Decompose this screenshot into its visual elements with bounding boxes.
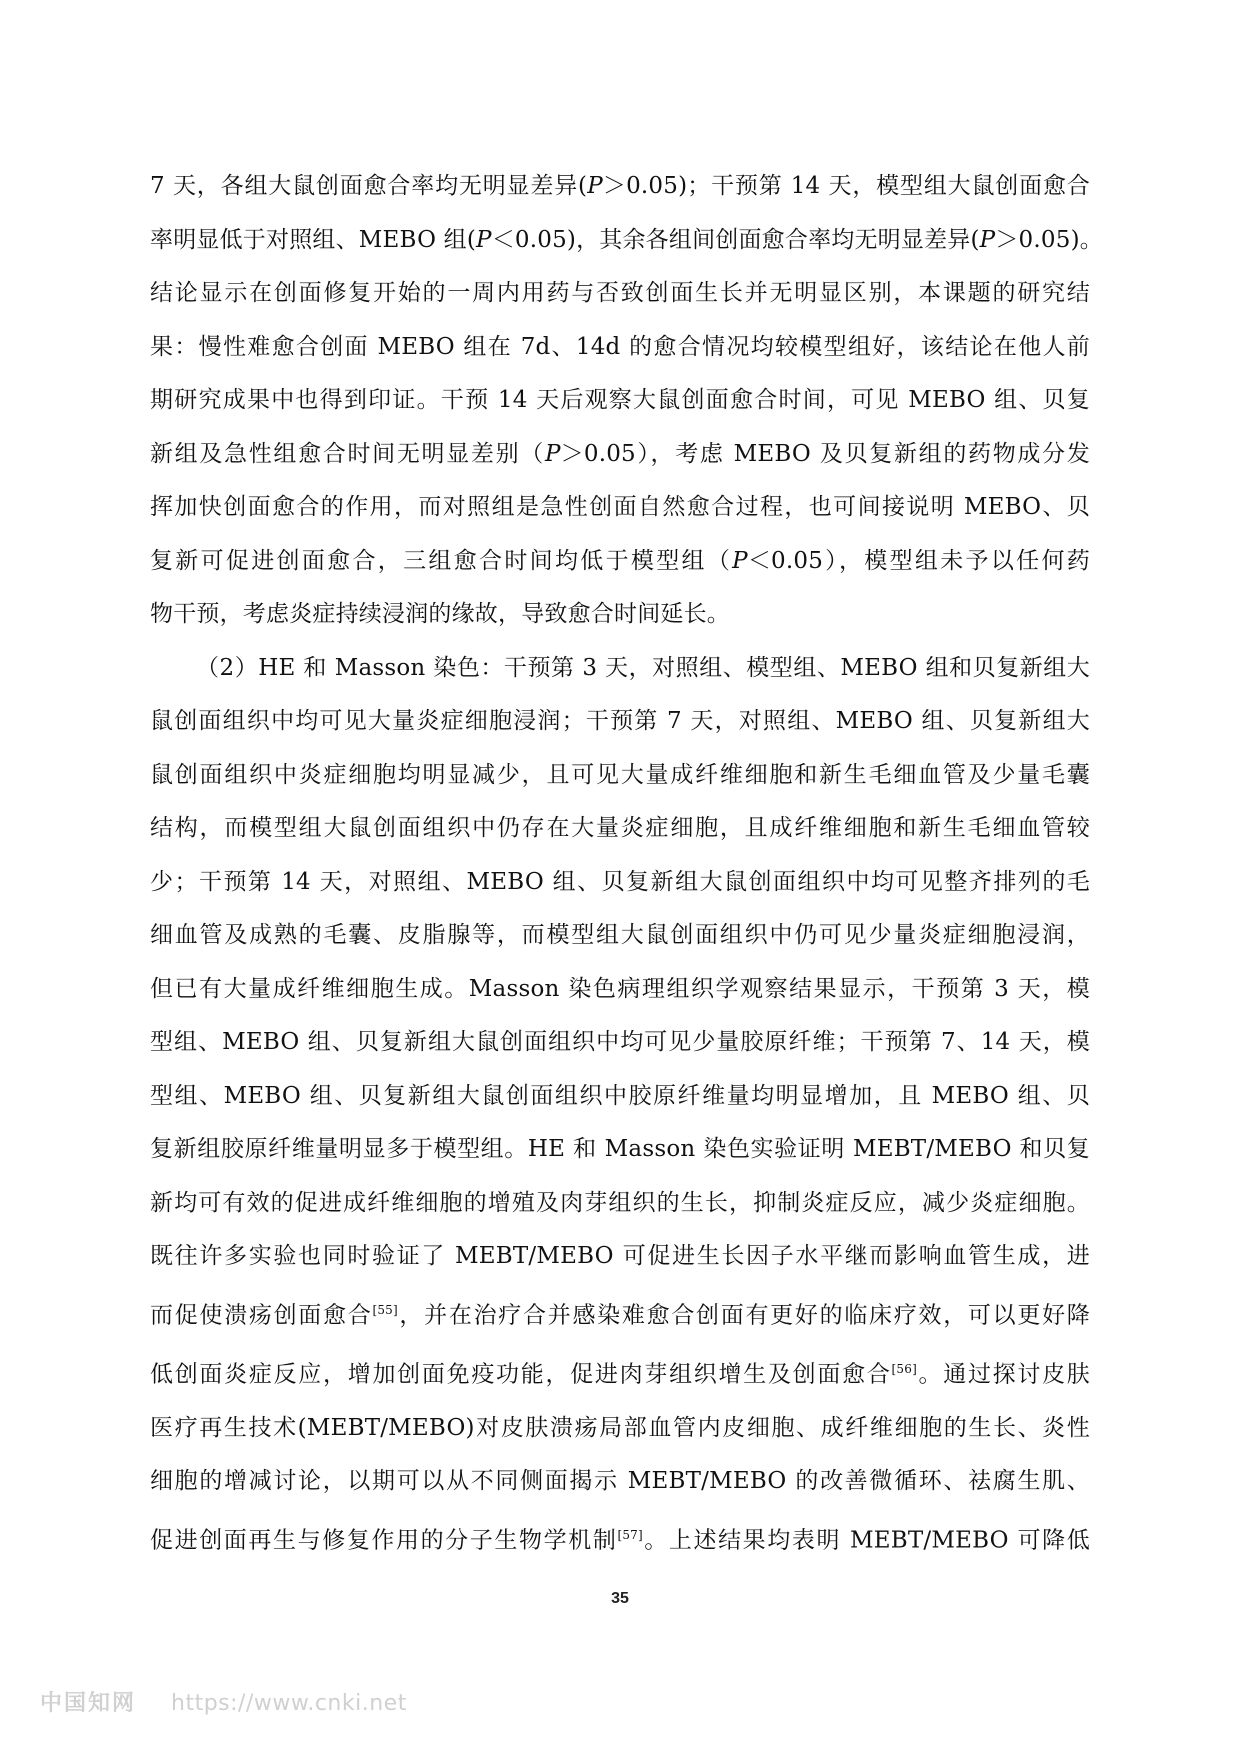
watermark-logo-text: 中国知网 <box>40 1691 137 1716</box>
text-line: 挥加快创面愈合的作用，而对照组是急性创面自然愈合过程，也可间接说明 MEBO、贝 <box>150 494 1090 520</box>
text-line: 细血管及成熟的毛囊、皮脂腺等，而模型组大鼠创面组织中仍可见少量炎症细胞浸润， <box>150 922 1090 948</box>
text-line: 7 天，各组大鼠创面愈合率均无明显差异(P＞0.05)；干预第 14 天，模型组大鼠创面愈合 <box>150 173 1090 199</box>
text-line: 型组、MEBO 组、贝复新组大鼠创面组织中胶原纤维量均明显增加，且 MEBO 组、贝 <box>150 1082 1090 1109</box>
text-line: 少；干预第 14 天，对照组、MEBO 组、贝复新组大鼠创面组织中均可见整齐排列的毛 <box>150 868 1090 895</box>
body-text <box>150 160 1103 1568</box>
p-value-symbol: P <box>587 173 603 199</box>
text-line: 新组及急性组愈合时间无明显差别（P＞0.05），考虑 MEBO 及贝复新组的药物成分发 <box>150 440 1090 467</box>
text-line: 型组、MEBO 组、贝复新组大鼠创面组织中均可见少量胶原纤维；干预第 7、14 天，模 <box>150 1029 1090 1055</box>
paragraph-he-masson-staining <box>150 642 1090 1568</box>
text-line: 鼠创面组织中炎症细胞均明显减少，且可见大量成纤维细胞和新生毛细血管及少量毛囊 <box>150 761 1090 788</box>
text-line: 而促使溃疡创面愈合[55]，并在治疗合并感染难愈合创面有更好的临床疗效，可以更好降 <box>150 1302 1090 1329</box>
cnki-watermark <box>40 1686 407 1717</box>
p-value-symbol: P <box>476 226 492 253</box>
text-line: 低创面炎症反应，增加创面免疫功能，促进肉芽组织增生及创面愈合[56]。通过探讨皮肤 <box>150 1361 1091 1388</box>
text-line: 新均可有效的促进成纤维细胞的增殖及肉芽组织的生长，抑制炎症反应，减少炎症细胞。 <box>150 1189 1090 1216</box>
text-line: 既往许多实验也同时验证了 MEBT/MEBO 可促进生长因子水平继而影响血管生成，进 <box>150 1243 1090 1269</box>
text-line: 鼠创面组织中均可见大量炎症细胞浸润；干预第 7 天，对照组、MEBO 组、贝复新组大 <box>150 708 1090 734</box>
text-line: 复新组胶原纤维量明显多于模型组。HE 和 Masson 染色实验证明 MEBT/MEBO 和贝复 <box>150 1136 1090 1162</box>
p-value-symbol: P <box>544 440 561 467</box>
p-value-symbol: P <box>732 547 748 574</box>
text-line: 促进创面再生与修复作用的分子生物学机制[57]。上述结果均表明 MEBT/MEBO 可降低 <box>150 1527 1090 1554</box>
text-line: 期研究成果中也得到印证。干预 14 天后观察大鼠创面愈合时间，可见 MEBO 组、贝复 <box>150 387 1090 413</box>
page-number: 35 <box>611 1590 629 1607</box>
text-line: 复新可促进创面愈合，三组愈合时间均低于模型组（P＜0.05），模型组未予以任何药 <box>150 547 1090 574</box>
text-line: 医疗再生技术(MEBT/MEBO)对皮肤溃疡局部血管内皮细胞、成纤维细胞的生长、炎性 <box>150 1414 1090 1441</box>
text-line: 细胞的增减讨论，以期可以从不同侧面揭示 MEBT/MEBO 的改善微循环、祛腐生肌、 <box>150 1468 1090 1495</box>
citation-marker: [56] <box>891 1361 917 1376</box>
text-line: 果：慢性难愈合创面 MEBO 组在 7d、14d 的愈合情况均较模型组好，该结论在他人前 <box>150 333 1090 360</box>
text-line: 率明显低于对照组、MEBO 组(P＜0.05)，其余各组间创面愈合率均无明显差异(P＞0.05)。 <box>150 226 1103 253</box>
paragraph-results-healing-rate <box>150 160 1103 642</box>
text-line: 结论显示在创面修复开始的一周内用药与否致创面生长并无明显区别，本课题的研究结 <box>150 280 1090 306</box>
citation-marker: [55] <box>372 1302 398 1317</box>
p-value-symbol: P <box>979 226 996 253</box>
text-line: 但已有大量成纤维细胞生成。Masson 染色病理组织学观察结果显示，干预第 3 天，模 <box>150 975 1090 1002</box>
text-line: （2）HE 和 Masson 染色：干预第 3 天，对照组、模型组、MEBO 组和贝复新组大 <box>196 654 1090 681</box>
text-line: 结构，而模型组大鼠创面组织中仍存在大量炎症细胞，且成纤维细胞和新生毛细血管较 <box>150 815 1090 841</box>
citation-marker: [57] <box>617 1527 643 1542</box>
watermark-url: https://www.cnki.net <box>171 1691 407 1716</box>
text-line: 物干预，考虑炎症持续浸润的缘故，导致愈合时间延长。 <box>150 601 730 627</box>
